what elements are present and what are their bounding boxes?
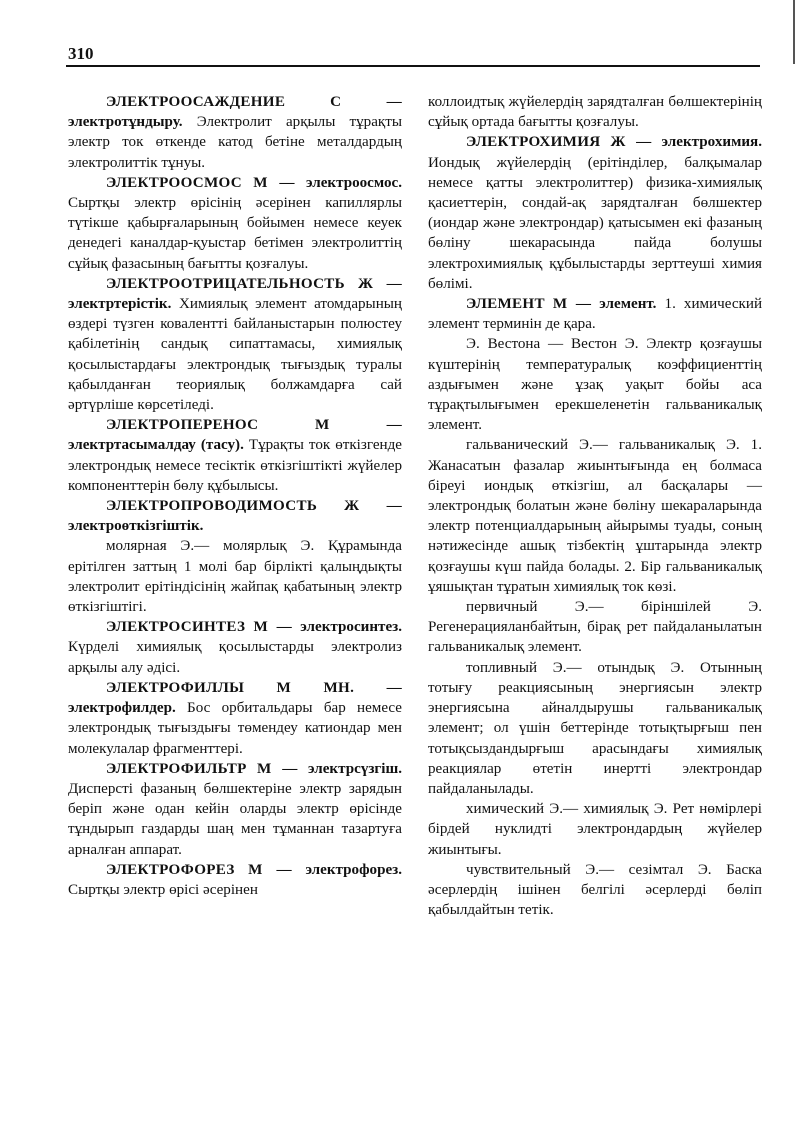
entry-headword: ЭЛЕКТРОФОРЕЗ <box>106 861 235 878</box>
entry-headword: ЭЛЕМЕНТ <box>466 296 545 313</box>
page-edge-mark <box>793 0 801 64</box>
entry-paragraph <box>68 415 402 496</box>
entry-definition: Сыртқы электр өрісі әсерінен <box>68 881 258 898</box>
subentry <box>428 334 762 435</box>
entry-grammar-label: М МН. — <box>276 679 402 696</box>
entry-headword: ЭЛЕКТРОПЕРЕНОС <box>106 417 259 434</box>
subentry-definition: отындық Э. Отынның тотығу реакциясының энергиясын электр энергиясына айналдырушы гальваникалық элемент; ол үшін беттерінде тотықтырғыш пен тотықсыздандырғыш арасындағы химиялық реакциялар өтетін инертті электрондар пайдаланылады. <box>428 659 762 797</box>
entry-paragraph <box>68 860 402 900</box>
subentry <box>428 597 762 658</box>
subentry-label: химический Э.— <box>466 801 579 818</box>
entry-paragraph <box>68 759 402 860</box>
entry-paragraph <box>428 294 762 334</box>
entry-definition: Электролит арқылы тұрақты электр ток өткенде катод бетіне металдардың электролиттік тұнуы. <box>68 114 402 171</box>
entry-translation: электросинтез. <box>300 619 402 636</box>
subentry-definition: Вестон Э. Электр қозғаушы күштерінің температуралық коэффициенттің аздығымен және ұзақ уақыт бойы аса тұрақтылығымен ерекшеленетін гальваникалық элемент. <box>428 336 762 434</box>
right-entries <box>428 132 762 920</box>
entry-grammar-label: Ж — <box>610 134 652 151</box>
dictionary-entry <box>428 294 762 920</box>
entry-headword: ЭЛЕКТРОХИМИЯ <box>466 134 601 151</box>
subentry-label: топливный Э.— <box>466 659 582 676</box>
entry-headword: ЭЛЕКТРОПРОВОДИМОСТЬ <box>106 498 318 515</box>
right-column <box>428 92 762 920</box>
dictionary-entry <box>68 759 402 860</box>
entry-definition: Бос орбитальдары бар немесе электрондық тығыздығы төмендеу катиондар мен молекулалар фрагменттері. <box>68 700 403 757</box>
dictionary-entry <box>68 496 402 617</box>
entry-grammar-label: М — <box>248 861 292 878</box>
entry-translation: электртасымалдау (тасу). <box>68 437 244 454</box>
entry-headword: ЭЛЕКТРООСМОС <box>106 174 242 191</box>
subentry <box>428 435 762 597</box>
dictionary-entry <box>68 617 402 678</box>
subentry-definition: сезімтал Э. Баска әсерлердің ішінен белгілі әсерлерді бөліп қабылдайтын тетік. <box>428 861 762 919</box>
entry-grammar-label: Ж — <box>344 498 402 515</box>
dictionary-entry <box>68 860 402 900</box>
subentry-label: гальванический Э.— <box>466 437 608 454</box>
entry-translation: электрофилдер. <box>68 700 176 717</box>
entry-translation: электротұндыру. <box>68 114 183 131</box>
subentry-definition: химиялық Э. Рет нөмірлері бірдей нуклидті электрондардың жүйелер жиынтығы. <box>428 801 762 858</box>
subentry-label: Э. Вестона — <box>466 336 564 353</box>
entry-paragraph <box>68 617 402 678</box>
entry-translation: электроосмос. <box>305 174 402 191</box>
entry-paragraph <box>428 132 762 294</box>
entry-definition: Тұрақты ток өткізгенде электрондық немесе тесіктік өткізгіштікті жүйелер компоненттерін бөлу құбылысы. <box>68 437 402 494</box>
entry-headword: ЭЛЕКТРООСАЖДЕНИЕ <box>106 94 286 110</box>
entry-grammar-label: М — <box>552 296 592 313</box>
entry-definition: 1. химический элемент терминін де қара. <box>428 296 763 333</box>
entry-headword: ЭЛЕКТРОСИНТЕЗ <box>106 619 246 636</box>
entry-definition: Иондық жүйелердің (ерітінділер, балқымалар немесе қатты электролиттер) физика-химиялық қасиеттерін, сондай-ақ зарядталған бөлшектер (иондар және электрондар) қатысымен екі фазаның бөліну шекарасында пайда болушы электрохимиялық құбылыстарды зерттеуші химия бөлімі. <box>428 154 762 292</box>
entry-grammar-label: М — <box>253 174 295 191</box>
dictionary-entry <box>68 274 402 415</box>
entry-paragraph <box>68 496 402 536</box>
entry-translation: электрохимия. <box>661 134 762 151</box>
subentry <box>68 536 402 617</box>
subentry <box>428 860 762 921</box>
subentry-definition: гальваникалық Э. 1. Жанасатын фазалар жиынтығында ең болмаса біреуі иондық өткізгіш, ал басқалары — электрондық болатын және бөліну шекараларында электр потенциалдарының айырымы туады, соның нәтижесінде ашық тізбектің ұштарында электр қозғаушы күш пайда болады. 2. Бір гальваникалық ұяшықтан тұратын химиялық ток көзі. <box>428 437 762 595</box>
dictionary-entry <box>428 132 762 294</box>
continued-text: коллоидтық жүйелердің зарядталған бөлшектерінің сұйық ортада бағытты қозғалуы. <box>428 94 762 131</box>
entry-grammar-label: Ж — <box>358 275 402 292</box>
subentry <box>428 658 762 799</box>
entry-grammar-label: С — <box>330 94 402 110</box>
entry-definition: Дисперсті фазаның бөлшектеріне электр зарядын беріп және одан кейін оларды электр өрісінде тұндырып газдарды шаң мен тұманнан тазартуға арналған аппарат. <box>68 780 402 858</box>
entry-headword: ЭЛЕКТРОФИЛЛЫ <box>106 679 245 696</box>
entry-headword: ЭЛЕКТРООТРИЦАТЕЛЬНОСТЬ <box>106 275 345 292</box>
entry-translation: электроөткізгіштік. <box>68 518 204 535</box>
dictionary-entry <box>68 92 402 173</box>
entry-grammar-label: М — <box>253 619 293 636</box>
entry-paragraph <box>68 92 402 173</box>
dictionary-entry <box>68 415 402 496</box>
entry-translation: элемент. <box>599 296 657 313</box>
page-number: 310 <box>68 44 94 63</box>
dictionary-entry <box>68 173 402 274</box>
subentry <box>428 799 762 860</box>
entry-definition: Күрделі химиялық қосылыстарды электролиз арқылы алу әдісі. <box>68 639 402 676</box>
subentry-label: молярная Э.— <box>106 538 210 555</box>
entry-paragraph <box>68 678 402 759</box>
dictionary-entry <box>68 678 402 759</box>
entry-grammar-label: М — <box>257 760 298 777</box>
subentry-label: первичный Э.— <box>466 599 604 616</box>
entry-paragraph <box>68 173 402 274</box>
entry-translation: электрофорез. <box>305 861 403 878</box>
subentry-definition: біріншілей Э. Регенерацияланбайтын, бірақ рет пайдаланылатын гальваникалық элемент. <box>428 599 762 656</box>
entry-headword: ЭЛЕКТРОФИЛЬТР <box>106 760 247 777</box>
subentry-definition: молярлық Э. Құрамында ерітілген заттың 1 молі бар бірлікті қалыңдықты электролит ерітіндісінің жайпақ қабатының электр өткізгіштігі. <box>68 538 402 616</box>
left-column <box>68 92 402 900</box>
entry-definition: Химиялық элемент атомдарының өздері түзген коваленттi байланыстарын полюстеу қабілетінің сандық сипаттамасы, химиялық қосылыстардағы электрондық тығыздық туралы қабылданған теориялық болжамдарға сай әртүрліше көрсетіледі. <box>68 296 402 414</box>
entry-translation: электртерістік. <box>68 296 172 313</box>
header-rule <box>66 65 760 67</box>
entry-definition: Сыртқы электр өрісінің әсерінен капиллярлы түтікше қабырғаларының бойымен немесе кеуек денедегі каналдар-қуыстар бетімен электролиттің сұйық фазасының бағытты қозғалуы. <box>68 195 402 272</box>
entry-grammar-label: М — <box>315 417 402 434</box>
subentry-label: чувствительный Э.— <box>466 861 615 878</box>
entry-paragraph <box>68 274 402 415</box>
entry-translation: электрсүзгіш. <box>308 760 402 777</box>
